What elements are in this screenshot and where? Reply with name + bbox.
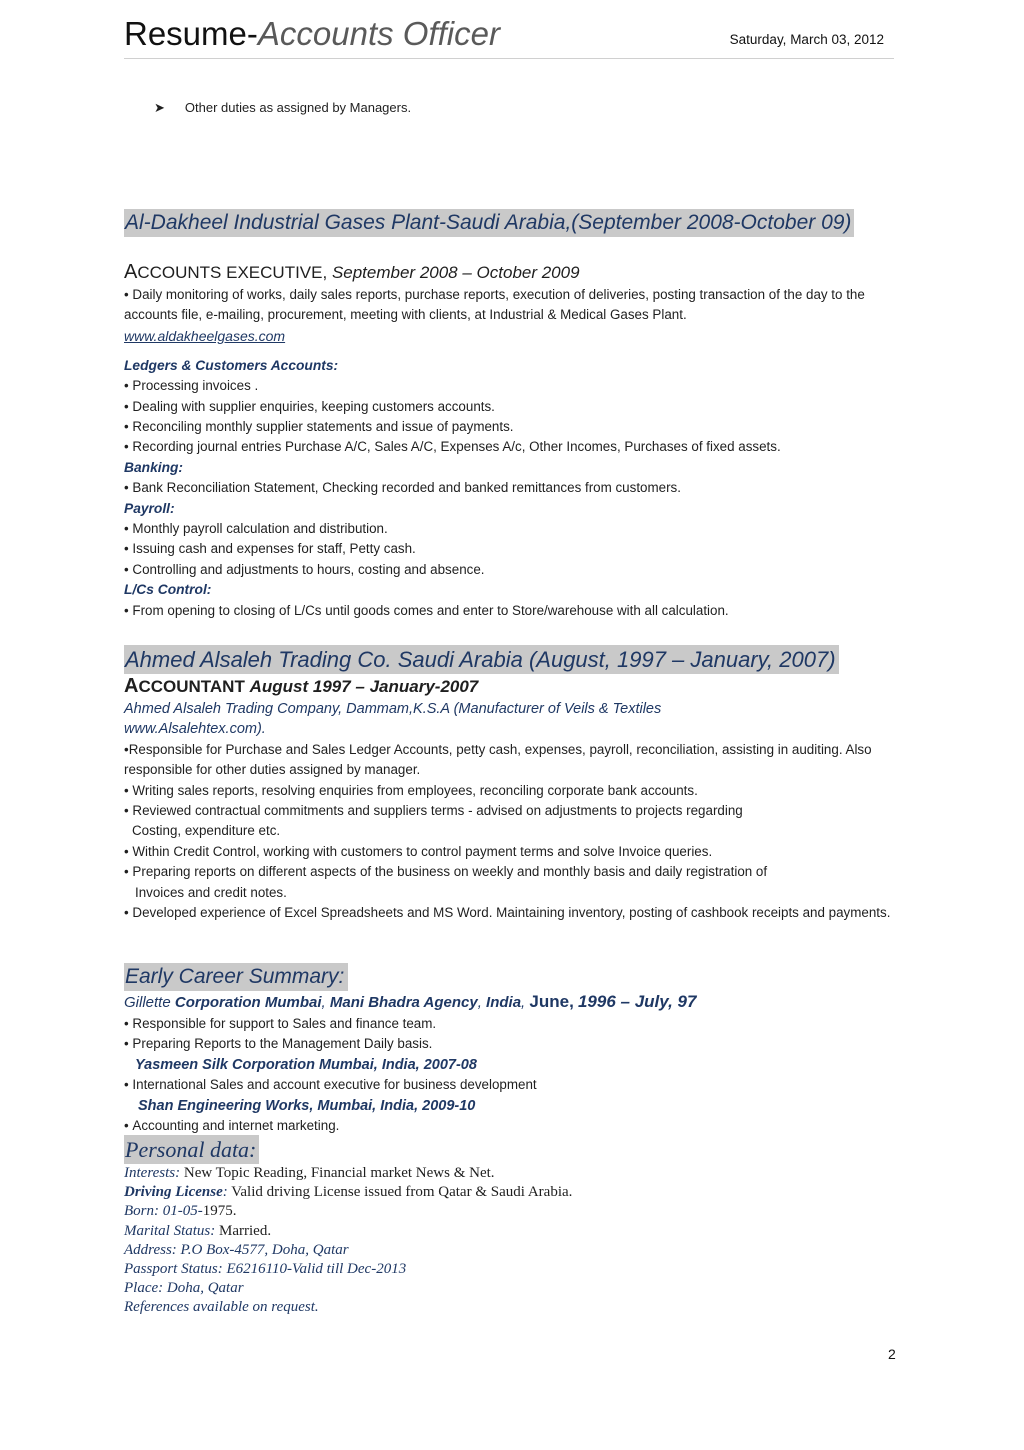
section-heading: Personal data: (124, 1135, 259, 1164)
role-dates: August 1997 – January-2007 (249, 677, 479, 696)
list-item: • Developed experience of Excel Spreadsheets and MS Word. Maintaining inventory, posting of cashbook receipts and payments. (124, 903, 899, 923)
top-bullet (154, 98, 411, 118)
top-bullet-text: Other duties as assigned by Managers. (184, 100, 412, 115)
section-heading: Early Career Summary: (124, 963, 348, 991)
bullet-icon: • (124, 741, 129, 757)
section-heading: Al-Dakheel Industrial Gases Plant-Saudi Arabia,(September 2008-October 09) (124, 209, 854, 237)
company-website-link[interactable]: www.aldakheelgases.com (124, 327, 286, 344)
early-career-section (124, 963, 914, 1136)
payroll-heading: Payroll: (124, 500, 175, 516)
banking-heading: Banking: (124, 459, 184, 475)
list-item: • Reconciling monthly supplier statements and issue of payments. (124, 417, 914, 437)
list-item: • Processing invoices . (124, 376, 914, 396)
list-item-continued: Invoices and credit notes. (135, 884, 287, 900)
document-title (124, 14, 500, 54)
references-line: References available on request. (124, 1299, 319, 1316)
arrow-bullet-icon: ➤ (154, 100, 165, 115)
address-line: Address: P.O Box-4577, Doha, Qatar (124, 1241, 349, 1258)
company-line: Ahmed Alsaleh Trading Company, Dammam,K.S.A (Manufacturer of Veils & Textiles (124, 701, 662, 717)
list-item: • Monthly payroll calculation and distribution. (124, 519, 914, 539)
list-item: • Within Credit Control, working with customers to control payment terms and solve Invoice queries. (124, 842, 914, 862)
interests-line: Interests: New Topic Reading, Financial market News & Net. (124, 1165, 495, 1181)
alsaleh-section (124, 645, 914, 923)
list-item: • Dealing with supplier enquiries, keeping customers accounts. (124, 397, 914, 417)
list-item-continued: Costing, expenditure etc. (132, 823, 281, 839)
list-item: •Responsible for Purchase and Sales Ledger Accounts, petty cash, expenses, payroll, reconciliation, assisting in auditing. Also responsible for other duties assigned by manager. (124, 741, 872, 778)
list-item: • Bank Reconciliation Statement, Checking recorded and banked remittances from customers. (124, 478, 914, 498)
yasmeen-line: Yasmeen Silk Corporation Mumbai, India, 2007-08 (135, 1056, 477, 1073)
shan-line: Shan Engineering Works, Mumbai, India, 2009-10 (138, 1097, 476, 1114)
list-item: • Writing sales reports, resolving enquiries from employees, reconciling corporate bank accounts. (124, 781, 914, 801)
license-line: Driving License: Valid driving License issued from Qatar & Saudi Arabia. (124, 1184, 573, 1201)
ledgers-heading: Ledgers & Customers Accounts: (124, 357, 339, 373)
title-main: Resume- (124, 15, 258, 52)
list-item: • Controlling and adjustments to hours, costing and absence. (124, 560, 914, 580)
lc-heading: L/Cs Control: (124, 582, 212, 598)
role-line: ACCOUNTANT August 1997 – January-2007 (124, 675, 479, 697)
title-sub: Accounts Officer (257, 15, 500, 52)
dakheel-section (124, 209, 914, 621)
gillette-line: Gillette Corporation Mumbai, Mani Bhadra Agency, India, June, 1996 – July, 97 (124, 992, 697, 1011)
born-line: Born: 01-05-1975. (124, 1203, 237, 1220)
role-description: • Daily monitoring of works, daily sales reports, purchase reports, execution of deliveries, posting transaction of the day to the accounts file, e-mailing, procurement, meeting with clients, at Industrial & Medical Gases Plant. (124, 285, 899, 326)
page-number: 2 (888, 1346, 896, 1362)
list-item: • Preparing Reports to the Management Daily basis. (124, 1034, 914, 1054)
passport-line: Passport Status: E6216110-Valid till Dec-2013 (124, 1261, 407, 1278)
place-line: Place: Doha, Qatar (124, 1280, 244, 1297)
role-line: ACCOUNTS EXECUTIVE, September 2008 – October 2009 (124, 261, 580, 283)
section-heading: Ahmed Alsaleh Trading Co. Saudi Arabia (August, 1997 – January, 2007) (124, 645, 839, 674)
list-item: • From opening to closing of L/Cs until goods comes and enter to Store/warehouse with all calculation. (124, 601, 914, 621)
list-item: • Accounting and internet marketing. (124, 1116, 914, 1136)
header-date: Saturday, March 03, 2012 (729, 32, 884, 47)
list-item: • Reviewed contractual commitments and suppliers terms - advised on adjustments to projects regarding (124, 801, 914, 821)
list-item: • Responsible for support to Sales and finance team. (124, 1014, 914, 1034)
list-item: • Recording journal entries Purchase A/C, Sales A/C, Expenses A/c, Other Incomes, Purchases of fixed assets. (124, 437, 914, 457)
list-item: • International Sales and account executive for business development (124, 1075, 914, 1095)
list-item: • Issuing cash and expenses for staff, Petty cash. (124, 539, 914, 559)
personal-data-section (124, 1135, 914, 1318)
list-item: • Preparing reports on different aspects of the business on weekly and monthly basis and daily registration of (124, 862, 914, 882)
marital-line: Marital Status: Married. (124, 1222, 272, 1239)
page-header (124, 14, 894, 59)
role-dates: September 2008 – October 2009 (331, 263, 580, 282)
company-website: www.Alsalehtex.com). (124, 721, 266, 738)
